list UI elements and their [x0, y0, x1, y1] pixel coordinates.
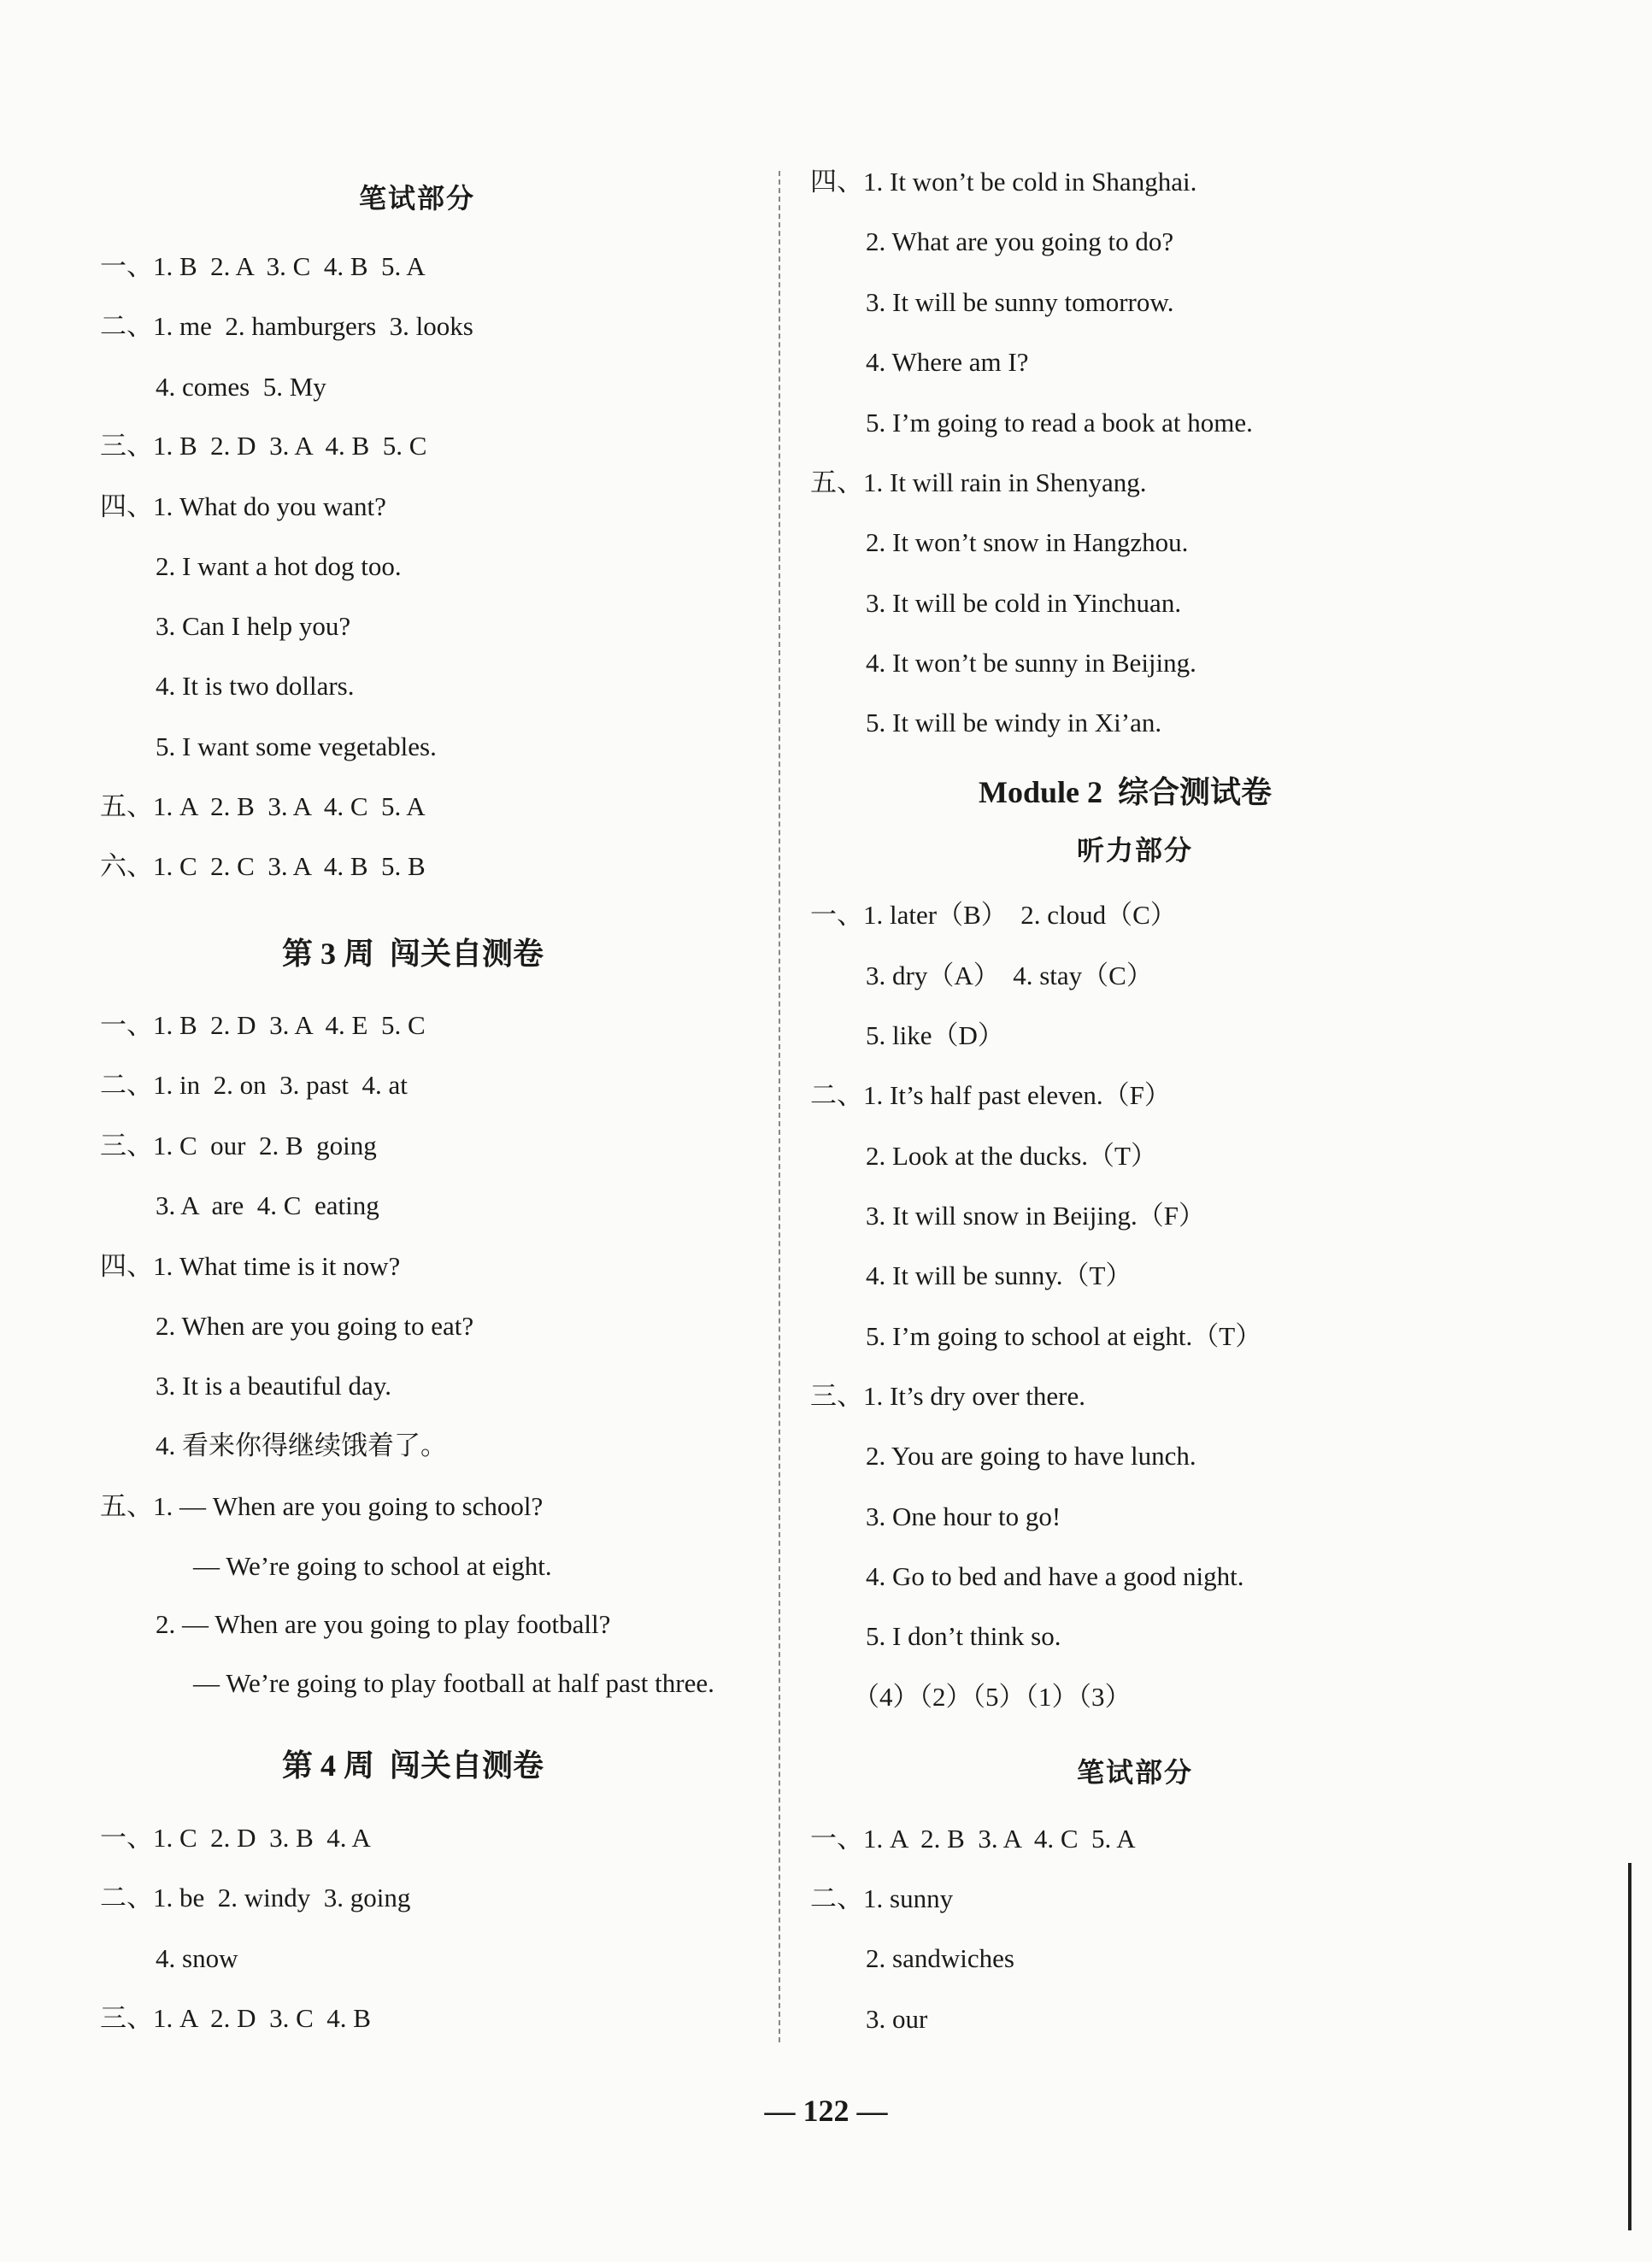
answer-line: 3. dry（A） 4. stay（C）: [866, 961, 1153, 990]
answer-line: 三、1. C our 2. B going: [100, 1131, 377, 1160]
answer-line: 二、1. be 2. windy 3. going: [100, 1883, 411, 1912]
margin-bar: [1628, 1863, 1631, 2230]
section-title: 笔试部分: [359, 183, 476, 214]
answer-line: 2. It won’t snow in Hangzhou.: [866, 527, 1189, 557]
answer-line: 一、1. B 2. D 3. A 4. E 5. C: [100, 1010, 426, 1040]
answer-line: 3. It is a beautiful day.: [156, 1371, 392, 1401]
answer-line: 4. Where am I?: [866, 347, 1029, 377]
answer-line: 二、1. sunny: [810, 1883, 954, 1913]
column-divider: [779, 171, 780, 2042]
answer-line: 4. It will be sunny.（T）: [866, 1260, 1132, 1290]
answer-line: 3. It will be cold in Yinchuan.: [866, 588, 1182, 618]
answer-line: 5. I’m going to school at eight.（T）: [866, 1321, 1262, 1351]
answer-line: 4. It is two dollars.: [156, 671, 355, 701]
answer-line: 六、1. C 2. C 3. A 4. B 5. B: [100, 851, 426, 881]
answer-line: 2. sandwiches: [866, 1943, 1014, 1973]
answer-line: 4. 看来你得继续饿着了。: [156, 1431, 447, 1460]
section-subtitle: 听力部分: [1077, 835, 1194, 866]
answer-line: 2. When are you going to eat?: [156, 1311, 474, 1341]
answer-line: 五、1. It will rain in Shenyang.: [810, 467, 1147, 497]
answer-line: 5. I want some vegetables.: [156, 731, 437, 761]
answer-line: 3. our: [866, 2004, 928, 2034]
answer-line: 二、1. me 2. hamburgers 3. looks: [100, 311, 473, 341]
answer-line: 一、1. B 2. A 3. C 4. B 5. A: [100, 251, 426, 281]
answer-line: 2. — When are you going to play football?: [156, 1609, 611, 1639]
answer-line: 5. I’m going to read a book at home.: [866, 408, 1253, 438]
answer-line: 5. I don’t think so.: [866, 1621, 1061, 1651]
answer-line: 4. Go to bed and have a good night.: [866, 1561, 1244, 1591]
answer-line: 三、1. It’s dry over there.: [810, 1381, 1085, 1411]
answer-line: 5. like（D）: [866, 1020, 1004, 1050]
answer-line: 五、1. A 2. B 3. A 4. C 5. A: [100, 791, 426, 821]
answer-line: 4. snow: [156, 1943, 238, 1973]
section-title: Module 2 综合测试卷: [979, 775, 1273, 809]
section-subtitle: 笔试部分: [1077, 1757, 1194, 1788]
section-title: 第 4 周 闯关自测卷: [282, 1748, 544, 1783]
answer-line: 3. It will snow in Beijing.（F）: [866, 1201, 1205, 1231]
answer-line: 四、1. What time is it now?: [100, 1251, 401, 1281]
page-number: — 122 —: [764, 2094, 888, 2128]
answer-line: 一、1. C 2. D 3. B 4. A: [100, 1823, 371, 1853]
answer-line: 3. A are 4. C eating: [156, 1190, 379, 1220]
answer-line: 5. It will be windy in Xi’an.: [866, 708, 1162, 737]
answer-line: 三、1. B 2. D 3. A 4. B 5. C: [100, 431, 427, 461]
answer-line: 3. It will be sunny tomorrow.: [866, 287, 1174, 317]
answer-line: — We’re going to play football at half past three.: [193, 1668, 714, 1698]
answer-line: 3. One hour to go!: [866, 1501, 1061, 1531]
answer-line: 2. Look at the ducks.（T）: [866, 1141, 1157, 1171]
answer-line: 四、1. It won’t be cold in Shanghai.: [810, 167, 1197, 197]
answer-line: — We’re going to school at eight.: [193, 1551, 552, 1581]
answer-line: 3. Can I help you?: [156, 611, 351, 641]
answer-line: 4. It won’t be sunny in Beijing.: [866, 648, 1196, 678]
answer-line: 2. What are you going to do?: [866, 226, 1174, 256]
answer-line: 二、1. in 2. on 3. past 4. at: [100, 1070, 408, 1100]
answer-line: 一、1. A 2. B 3. A 4. C 5. A: [810, 1824, 1136, 1854]
answer-line: 4. comes 5. My: [156, 372, 326, 402]
section-title: 第 3 周 闯关自测卷: [282, 937, 544, 971]
answer-line: （4）（2）（5）（1）（3）: [853, 1682, 1132, 1712]
answer-line: 五、1. — When are you going to school?: [100, 1491, 544, 1521]
answer-line: 2. I want a hot dog too.: [156, 551, 402, 581]
answer-line: 2. You are going to have lunch.: [866, 1441, 1196, 1471]
answer-line: 四、1. What do you want?: [100, 491, 386, 521]
answer-line: 三、1. A 2. D 3. C 4. B: [100, 2003, 371, 2033]
answer-line: 一、1. later（B） 2. cloud（C）: [810, 900, 1177, 930]
answer-line: 二、1. It’s half past eleven.（F）: [810, 1080, 1171, 1110]
